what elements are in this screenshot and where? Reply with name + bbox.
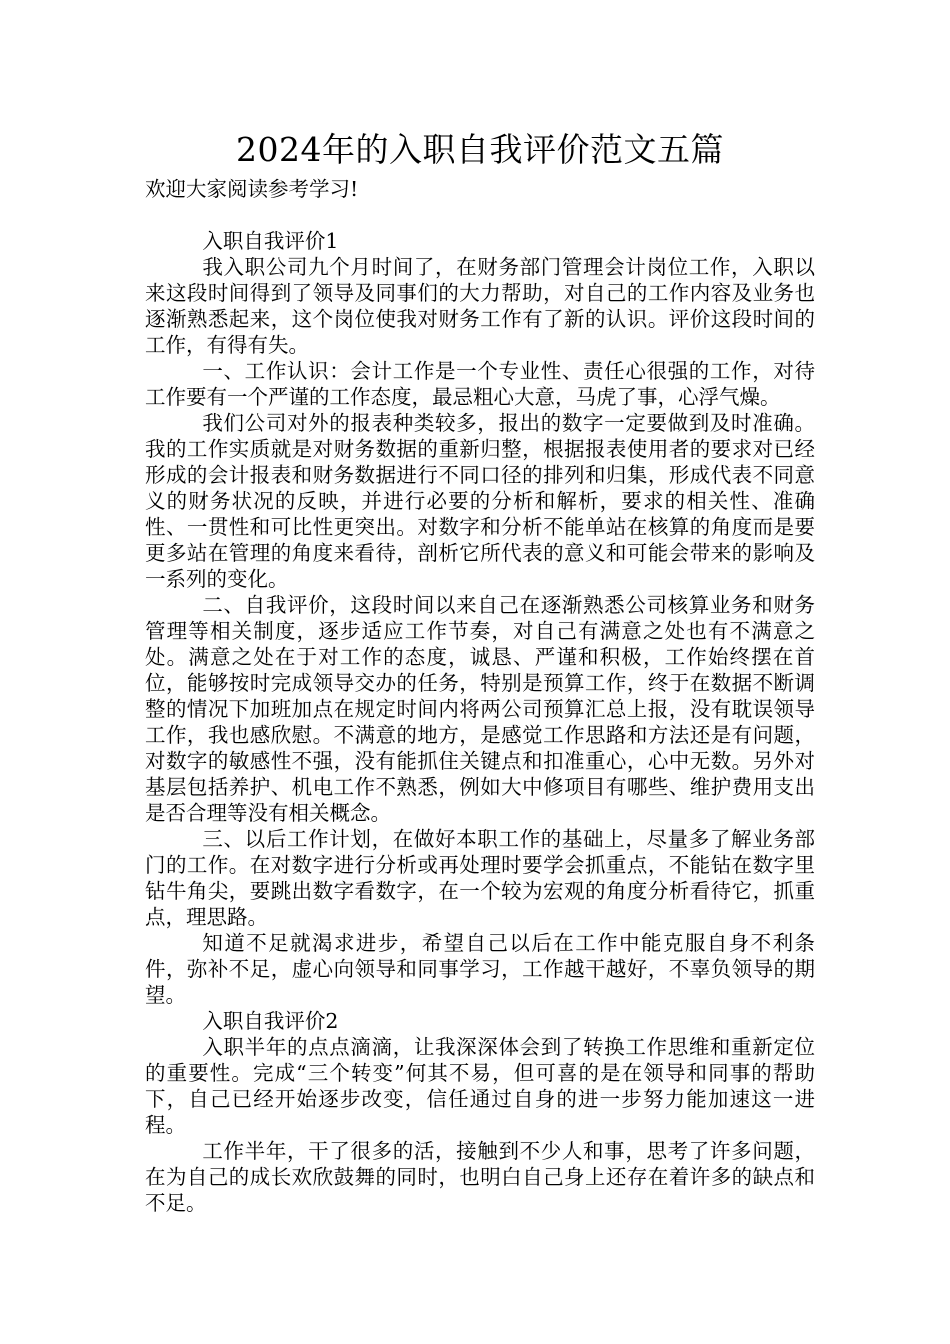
paragraph: 工作半年，干了很多的活，接触到不少人和事，思考了许多问题，在为自己的成长欢欣鼓舞的同时，也明白自己身上还存在着许多的缺点和不足。 [145,1139,815,1215]
paragraph: 入职半年的点点滴滴，让我深深体会到了转换工作思维和重新定位的重要性。完成“三个转变”何其不易，但可喜的是在领导和同事的帮助下，自己已经开始逐步改变，信任通过自身的进一步努力能加速这一进程。 [145,1035,815,1137]
intro-line: 欢迎大家阅读参考学习! [145,177,359,201]
paragraph: 知道不足就渴求进步，希望自己以后在工作中能克服自身不利条件，弥补不足，虚心向领导和同事学习，工作越干越好，不辜负领导的期望。 [145,931,815,1007]
document-body [145,228,815,1216]
section-heading-2: 入职自我评价2 [202,1009,339,1033]
paragraph: 我入职公司九个月时间了，在财务部门管理会计岗位工作，入职以来这段时间得到了领导及同事们的大力帮助，对自己的工作内容及业务也逐渐熟悉起来，这个岗位使我对财务工作有了新的认识。评价这段时间的工作，有得有失。 [145,255,815,357]
paragraph: 一、工作认识：会计工作是一个专业性、责任心很强的工作，对待工作要有一个严谨的工作态度，最忌粗心大意，马虎了事，心浮气燥。 [145,359,815,409]
document-page [145,124,815,1216]
paragraph: 三、以后工作计划，在做好本职工作的基础上，尽量多了解业务部门的工作。在对数字进行分析或再处理时要学会抓重点，不能钻在数字里钻牛角尖，要跳出数字看数字，在一个较为宏观的角度分析看待它，抓重点，理思路。 [145,827,815,929]
document-title: 2024年的入职自我评价范文五篇 [236,130,724,169]
paragraph: 我们公司对外的报表种类较多，报出的数字一定要做到及时准确。我的工作实质就是对财务数据的重新归整，根据报表使用者的要求对已经形成的会计报表和财务数据进行不同口径的排列和归集，形成代表不同意义的财务状况的反映，并进行必要的分析和解析，要求的相关性、准确性、一贯性和可比性更突出。对数字和分析不能单站在核算的角度而是要更多站在管理的角度来看待，剖析它所代表的意义和可能会带来的影响及一系列的变化。 [145,411,815,591]
section-heading-1: 入职自我评价1 [202,229,339,253]
paragraph: 二、自我评价，这段时间以来自己在逐渐熟悉公司核算业务和财务管理等相关制度，逐步适应工作节奏，对自己有满意之处也有不满意之处。满意之处在于对工作的态度，诚恳、严谨和积极，工作始终摆在首位，能够按时完成领导交办的任务，特别是预算工作，终于在数据不断调整的情况下加班加点在规定时间内将两公司预算汇总上报，没有耽误领导工作，我也感欣慰。不满意的地方，是感觉工作思路和方法还是有问题，对数字的敏感性不强，没有能抓住关键点和扣准重心，心中无数。另外对基层包括养护、机电工作不熟悉，例如大中修项目有哪些、维护费用支出是否合理等没有相关概念。 [145,593,815,825]
